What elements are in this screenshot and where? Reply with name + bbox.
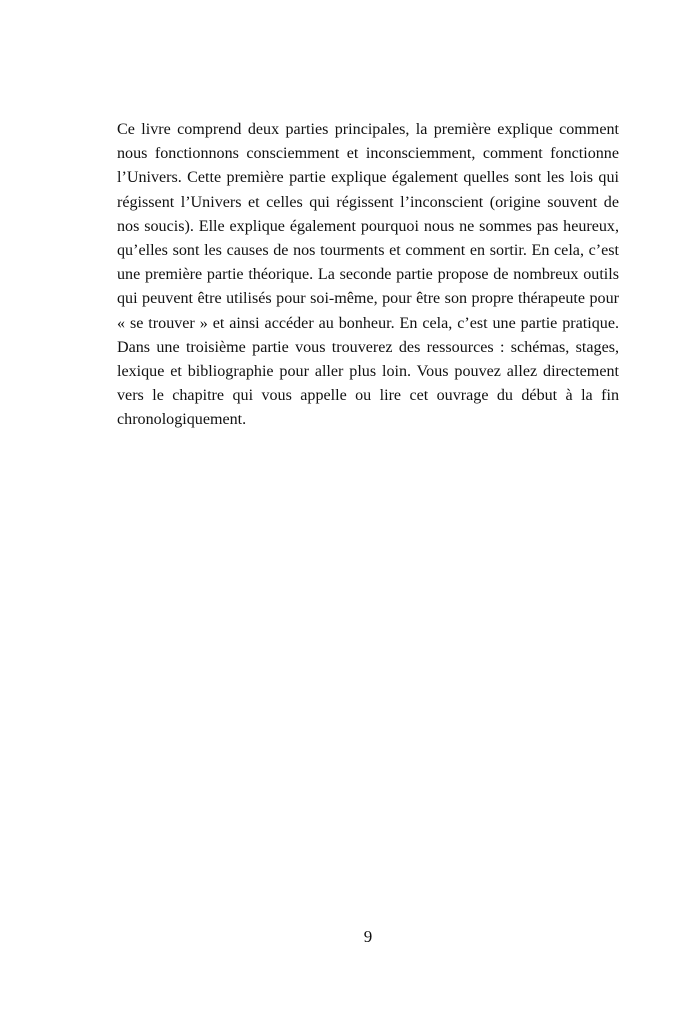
page-number: 9 [363, 927, 373, 946]
body-paragraph: Ce livre comprend deux parties principales, la première explique comment nous fonctionnons consciemment et inconsciemment, comment fonctionne l’Univers. Cette première partie explique également quelles sont les lois qui régissent l’Univers et celles qui régissent l’inconscient (origine souvent de nos soucis). Elle explique également pourquoi nous ne sommes pas heureux, qu’elles sont les causes de nos tourments et comment en sortir. En cela, c’est une première partie théorique. La seconde partie propose de nombreux outils qui peuvent être utilisés pour soi-même, pour être son propre thérapeute pour « se trouver » et ainsi accéder au bonheur. En cela, c’est une partie pratique. Dans une troisième partie vous trouverez des ressources : schémas, stages, lexique et bibliographie pour aller plus loin. Vous pouvez allez directement vers le chapitre qui vous appelle ou lire cet ouvrage du début à la fin chronologiquement. [117, 121, 619, 429]
